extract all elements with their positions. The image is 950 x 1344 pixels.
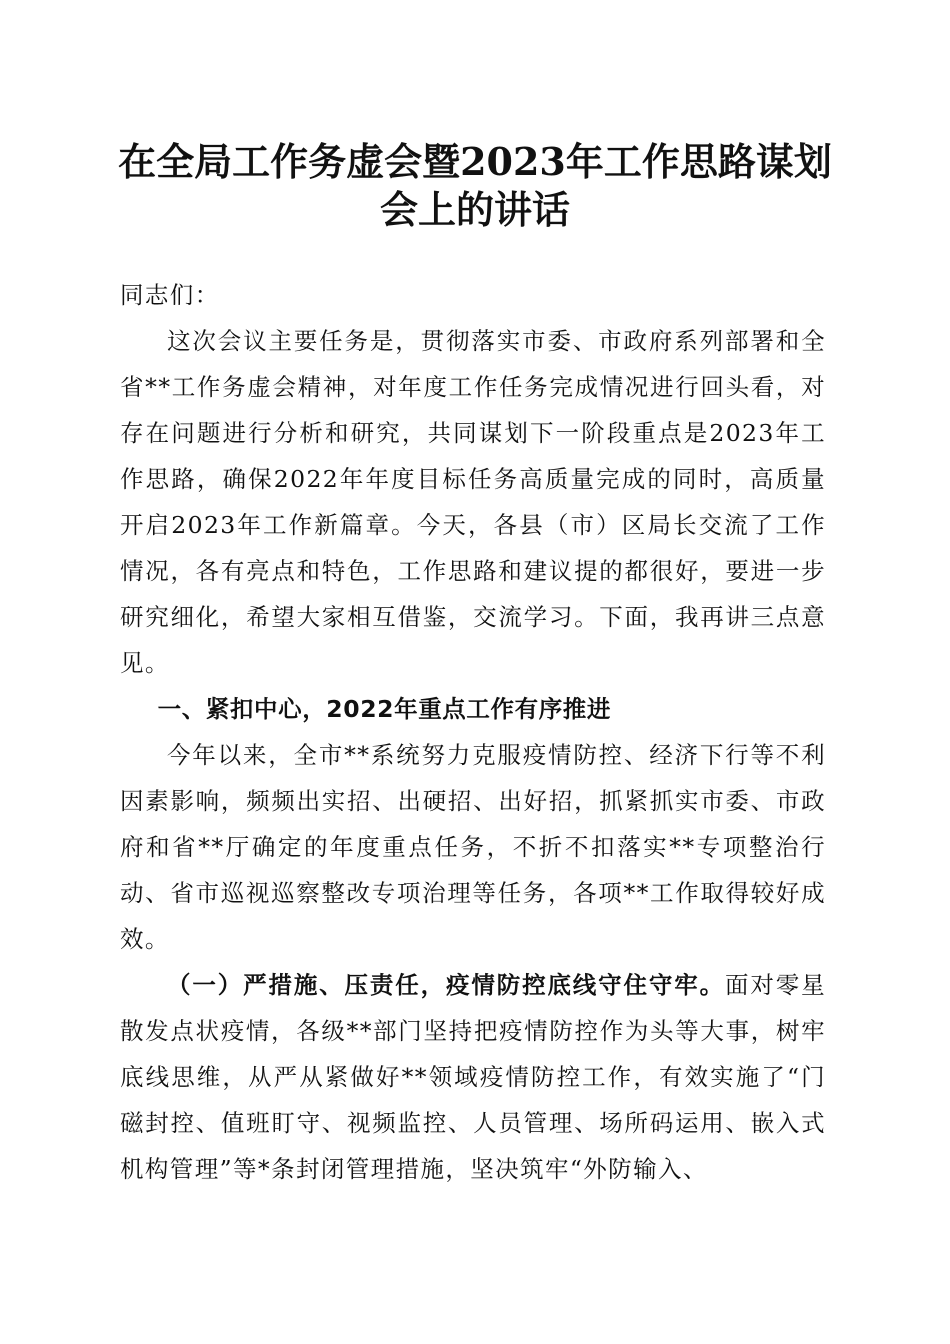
subsection-body: 面对零星散发点状疫情，各级**部门坚持把疫情防控作为头等大事，树牢底线思维，从严从紧做好**领域疫情防控工作，有效实施了“门磁封控、值班盯守、视频监控、人员管理、场所码运用、嵌入式机构管理”等*条封闭管理措施，坚决筑牢“外防输入、 xyxy=(120,971,826,1183)
section-heading-1: 一、紧扣中心，2022年重点工作有序推进 xyxy=(157,695,611,723)
subsection-lead: （一）严措施、压责任，疫情防控底线守住守牢。 xyxy=(167,971,725,999)
document-title: 在全局工作务虚会暨2023年工作思路谋划会上的讲话 xyxy=(118,139,832,232)
salutation: 同志们： xyxy=(120,281,220,309)
paragraph-intro: 这次会议主要任务是，贯彻落实市委、市政府系列部署和全省**工作务虚会精神，对年度工作任务完成情况进行回头看，对存在问题进行分析和研究，共同谋划下一阶段重点是2023年工作思路，确保2022年年度目标任务高质量完成的同时，高质量开启2023年工作新篇章。今天，各县（市）区局长交流了工作情况，各有亮点和特色，工作思路和建议提的都很好，要进一步研究细化，希望大家相互借鉴，交流学习。下面，我再讲三点意见。 xyxy=(120,327,826,677)
paragraph-subsection-1 xyxy=(120,962,826,1192)
paragraph-section-1: 今年以来，全市**系统努力克服疫情防控、经济下行等不利因素影响，频频出实招、出硬招、出好招，抓紧抓实市委、市政府和省**厅确定的年度重点任务，不折不扣落实**专项整治行动、省市巡视巡察整改专项治理等任务，各项**工作取得较好成效。 xyxy=(120,741,826,953)
